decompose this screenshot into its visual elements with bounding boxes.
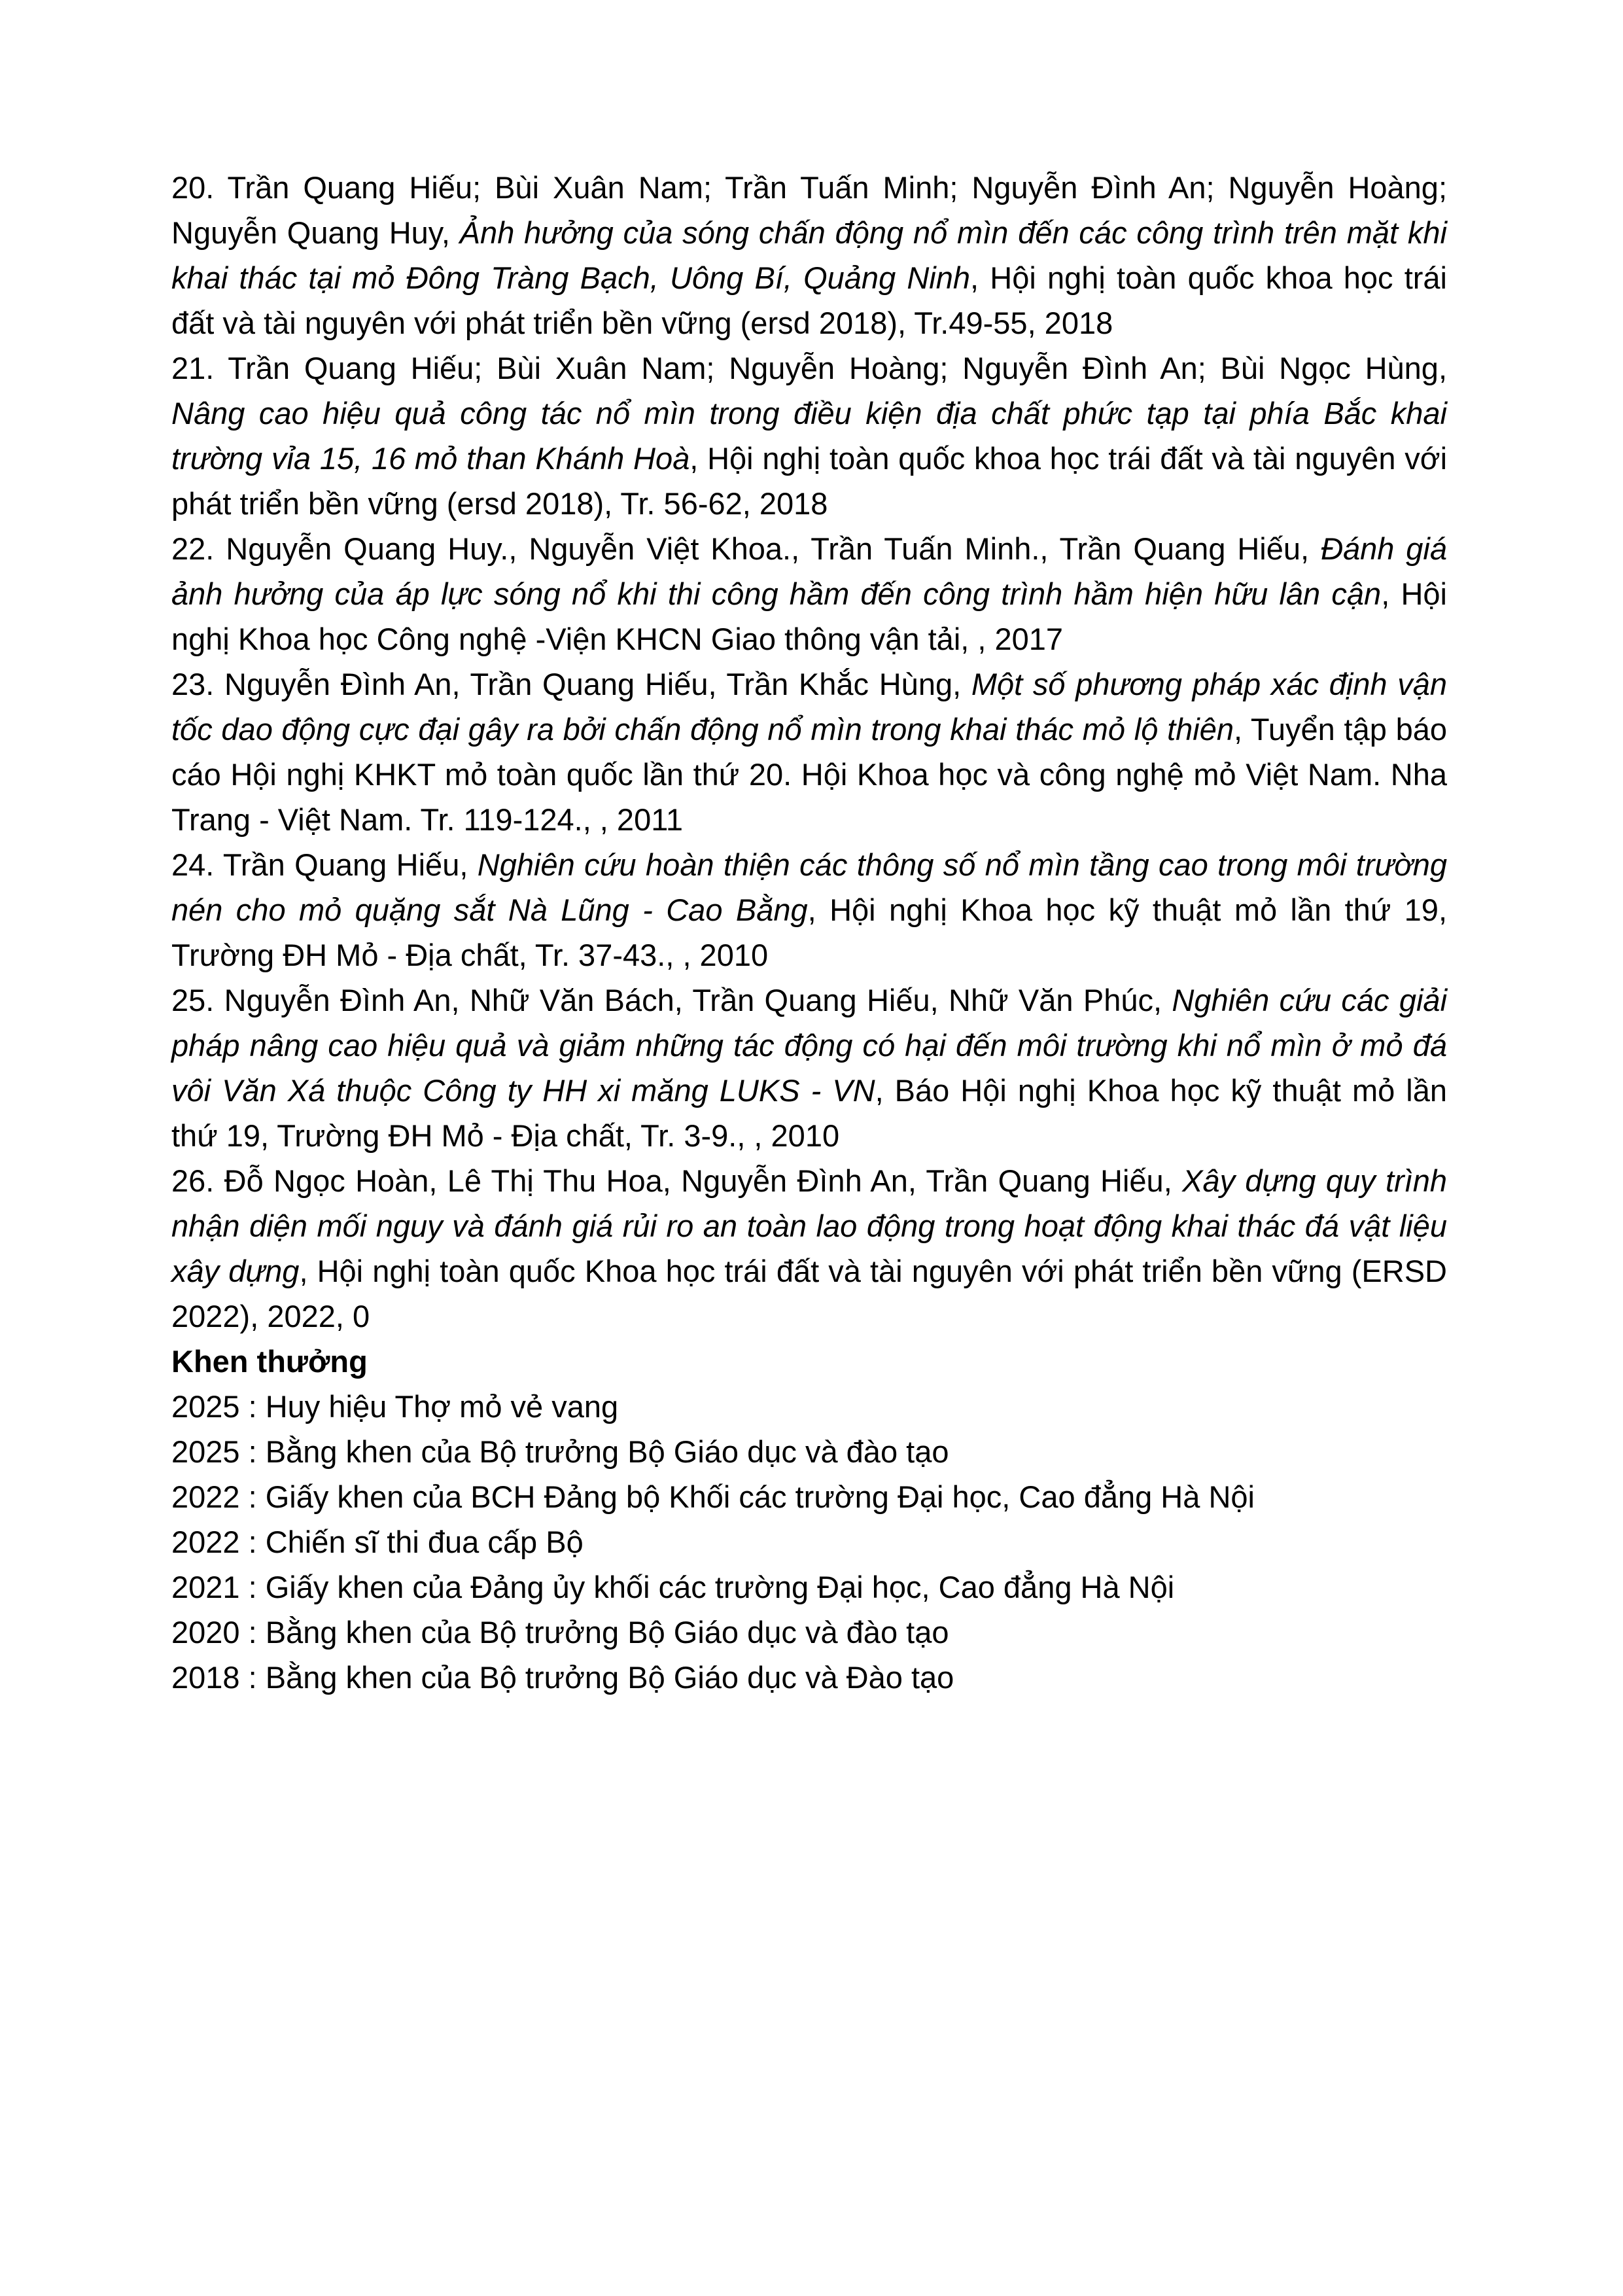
reference-authors: Trần Quang Hiếu; Bùi Xuân Nam; Trần Tuấn Minh; Nguyễn Đình An; Nguyễn Hoàng; Nguyễn Quang Huy, [171, 170, 1448, 250]
reference-venue: , Hội nghị toàn quốc khoa học trái đất và tài nguyên với phát triển bền vững (ersd 2018), Tr. 56-62, 2018 [171, 441, 1448, 521]
reference-number: 21. [171, 351, 215, 385]
award-item: 2018 : Bằng khen của Bộ trưởng Bộ Giáo dục và Đào tạo [171, 1660, 954, 1695]
reference-number: 26. [171, 1163, 215, 1198]
reference-authors: Trần Quang Hiếu, [222, 847, 468, 882]
reference-title: Nghiên cứu hoàn thiện các thông số nổ mìn tầng cao trong môi trường nén cho mỏ quặng sắt Nà Lũng - Cao Bằng [171, 847, 1447, 927]
reference-item [171, 345, 1447, 526]
reference-item [171, 842, 1447, 978]
reference-venue: , Hội nghị toàn quốc khoa học trái đất và tài nguyên với phát triển bền vững (ersd 2018), Tr.49-55, 2018 [171, 260, 1447, 340]
reference-title: Nghiên cứu các giải pháp nâng cao hiệu quả và giảm những tác động có hại đến môi trường khi nổ mìn ở mỏ đá vôi Văn Xá thuộc Công ty HH xi măng LUKS - VN [171, 983, 1448, 1108]
award-item: 2025 : Bằng khen của Bộ trưởng Bộ Giáo dục và đào tạo [171, 1434, 949, 1469]
reference-title: Ảnh hưởng của sóng chấn động nổ mìn đến các công trình trên mặt khi khai thác tại mỏ Đông Tràng Bạch, Uông Bí, Quảng Ninh [171, 215, 1447, 295]
reference-title: Xây dựng quy trình nhận diện mối nguy và đánh giá rủi ro an toàn lao động trong hoạt động khai thác đá vật liệu xây dựng [171, 1163, 1448, 1288]
reference-authors: Nguyễn Quang Huy., Nguyễn Việt Khoa., Trần Tuấn Minh., Trần Quang Hiếu, [226, 531, 1310, 566]
reference-authors: Đỗ Ngọc Hoàn, Lê Thị Thu Hoa, Nguyễn Đình An, Trần Quang Hiếu, [224, 1163, 1172, 1198]
reference-number: 24. [171, 847, 215, 882]
reference-number: 25. [171, 983, 215, 1017]
reference-item [171, 526, 1447, 662]
reference-number: 23. [171, 667, 215, 701]
reference-venue: , Báo Hội nghị Khoa học kỹ thuật mỏ lần thứ 19, Trường ĐH Mỏ - Địa chất, Tr. 3-9., , 2010 [171, 1073, 1448, 1153]
reference-venue: , Hội nghị Khoa học kỹ thuật mỏ lần thứ 19, Trường ĐH Mỏ - Địa chất, Tr. 37-43., , 2010 [171, 892, 1447, 972]
award-item: 2021 : Giấy khen của Đảng ủy khối các trường Đại học, Cao đẳng Hà Nội [171, 1570, 1175, 1604]
award-item: 2022 : Chiến sĩ thi đua cấp Bộ [171, 1525, 584, 1559]
reference-venue: , Hội nghị toàn quốc Khoa học trái đất và tài nguyên với phát triển bền vững (ERSD 2022), 2022, 0 [171, 1254, 1447, 1333]
reference-item [171, 1158, 1447, 1339]
reference-venue: , Tuyển tập báo cáo Hội nghị KHKT mỏ toàn quốc lần thứ 20. Hội Khoa học và công nghệ mỏ Việt Nam. Nha Trang - Việt Nam. Tr. 119-124., , 2011 [171, 712, 1447, 837]
reference-title: Nâng cao hiệu quả công tác nổ mìn trong điều kiện địa chất phức tạp tại phía Bắc khai trường vỉa 15, 16 mỏ than Khánh Hoà [171, 396, 1447, 476]
reference-number: 22. [171, 531, 215, 566]
document-page [171, 165, 1447, 1700]
reference-venue: , Hội nghị Khoa học Công nghệ -Viện KHCN Giao thông vận tải, , 2017 [171, 576, 1447, 656]
award-item: 2020 : Bằng khen của Bộ trưởng Bộ Giáo dục và đào tạo [171, 1615, 949, 1650]
reference-item [171, 165, 1447, 345]
reference-authors: Nguyễn Đình An, Trần Quang Hiếu, Trần Khắc Hùng, [224, 667, 962, 701]
reference-authors: Trần Quang Hiếu; Bùi Xuân Nam; Nguyễn Hoàng; Nguyễn Đình An; Bùi Ngọc Hùng, [228, 351, 1448, 385]
awards-heading: Khen thưởng [171, 1344, 368, 1379]
reference-number: 20. [171, 170, 215, 205]
reference-item [171, 662, 1447, 842]
reference-title: Một số phương pháp xác định vận tốc dao động cực đại gây ra bởi chấn động nổ mìn trong khai thác mỏ lộ thiên [171, 667, 1448, 747]
reference-item [171, 978, 1447, 1158]
reference-title: Đánh giá ảnh hưởng của áp lực sóng nổ khi thi công hầm đến công trình hầm hiện hữu lân cận [171, 531, 1448, 611]
award-item: 2025 : Huy hiệu Thợ mỏ vẻ vang [171, 1389, 619, 1424]
awards-list [171, 1384, 1447, 1700]
award-item: 2022 : Giấy khen của BCH Đảng bộ Khối các trường Đại học, Cao đẳng Hà Nội [171, 1479, 1255, 1514]
reference-authors: Nguyễn Đình An, Nhữ Văn Bách, Trần Quang Hiếu, Nhữ Văn Phúc, [224, 983, 1162, 1017]
